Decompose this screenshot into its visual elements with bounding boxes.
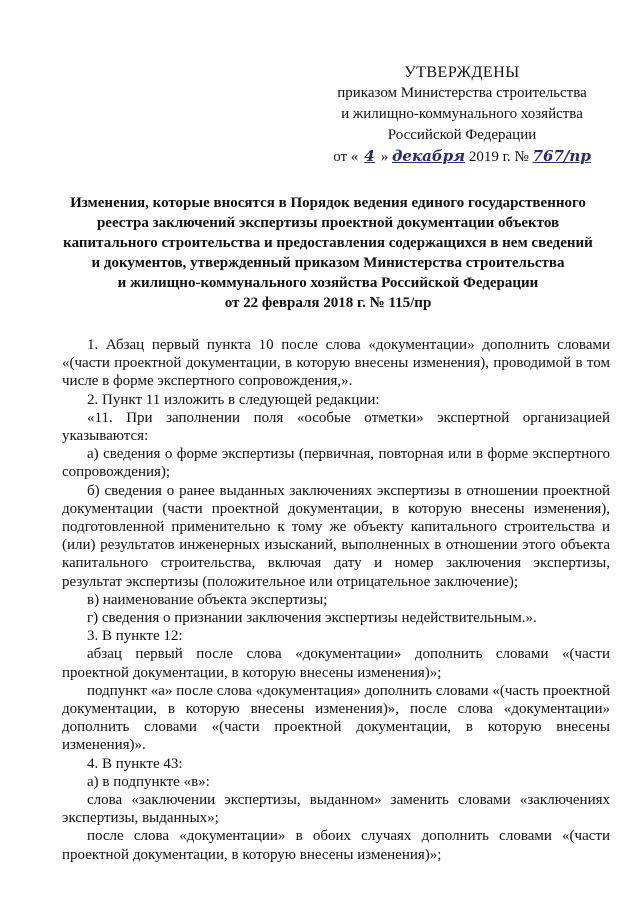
date-mid: » <box>380 149 389 165</box>
handwritten-day: 4 <box>364 147 375 165</box>
paragraph-5: б) сведения о ранее выданных заключениях экспертизы в отношении проектной документации (части проектной документации, в которую внесены изменения), подготовленной применительно к тому же объекту капитального строительства и (или) результатов инженерных изысканий, выполненных в отношении этого объекта капитального строительства, включая дату и номер заключения экспертизы, результат экспертизы (положительное или отрицательное заключение); <box>62 482 610 590</box>
approval-date-line <box>312 146 612 168</box>
paragraph-12: а) в подпункте «в»: <box>87 773 210 790</box>
title-line-6: от 22 февраля 2018 г. № 115/пр <box>224 295 432 311</box>
paragraph-14: после слова «документации» в обоих случаях дополнить словами «(части проектной документации, в которую внесены изменения)»; <box>62 828 610 863</box>
approval-line-2: и жилищно-коммунального хозяйства <box>341 106 583 122</box>
paragraph-7: г) сведения о признании заключения экспертизы недействительным.». <box>87 610 537 627</box>
date-year: 2019 г. № <box>468 149 529 165</box>
approval-heading: УТВЕРЖДЕНЫ <box>404 64 520 81</box>
paragraph-6: в) наименование объекта экспертизы; <box>87 591 328 608</box>
paragraph-3: «11. При заполнении поля «особые отметки» экспертной организацией указываются: <box>62 409 610 445</box>
approval-line-3: Российской Федерации <box>387 127 537 143</box>
paragraph-1: 1. Абзац первый пункта 10 после слова «документации» дополнить словами «(части проектной документации, в которую внесены изменения), проводимой в том числе в форме экспертного сопровождения,». <box>62 337 610 390</box>
paragraph-13: слова «заключении экспертизы, выданном» заменить словами «заключениях экспертизы, выданных»; <box>62 792 610 827</box>
paragraph-2: 2. Пункт 11 изложить в следующей редакции: <box>87 391 380 408</box>
handwritten-month: декабря <box>391 147 466 165</box>
title-line-5: и жилищно-коммунального хозяйства Российской Федерации <box>117 275 539 291</box>
document-title <box>58 193 598 313</box>
title-line-1: Изменения, которые вносятся в Порядок ведения единого государственного <box>70 195 586 211</box>
document-body <box>62 336 610 864</box>
approval-block <box>312 62 612 168</box>
paragraph-4: а) сведения о форме экспертизы (первичная, повторная или в форме экспертного сопровождения); <box>62 446 610 481</box>
paragraph-10: подпункт «а» после слова «документация» дополнить словами «(часть проектной документации, в которую внесены изменения)», после слова «документации» дополнить словами «(части проектной документации, в которую внесены изменения)». <box>62 682 610 754</box>
title-line-2: реестра заключений экспертизы проектной документации объектов <box>96 215 560 231</box>
handwritten-number: 767/пр <box>532 147 591 165</box>
date-prefix: от « <box>333 149 359 165</box>
paragraph-11: 4. В пункте 43: <box>87 755 183 772</box>
paragraph-9: абзац первый после слова «документации» дополнить словами «(части проектной документации, в которую внесены изменения)»; <box>62 646 610 681</box>
paragraph-8: 3. В пункте 12: <box>87 628 183 645</box>
title-line-4: и документов, утвержденный приказом Министерства строительства <box>91 255 565 271</box>
title-line-3: капитального строительства и предоставления содержащихся в нем сведений <box>63 235 593 251</box>
approval-line-1: приказом Министерства строительства <box>337 85 587 101</box>
